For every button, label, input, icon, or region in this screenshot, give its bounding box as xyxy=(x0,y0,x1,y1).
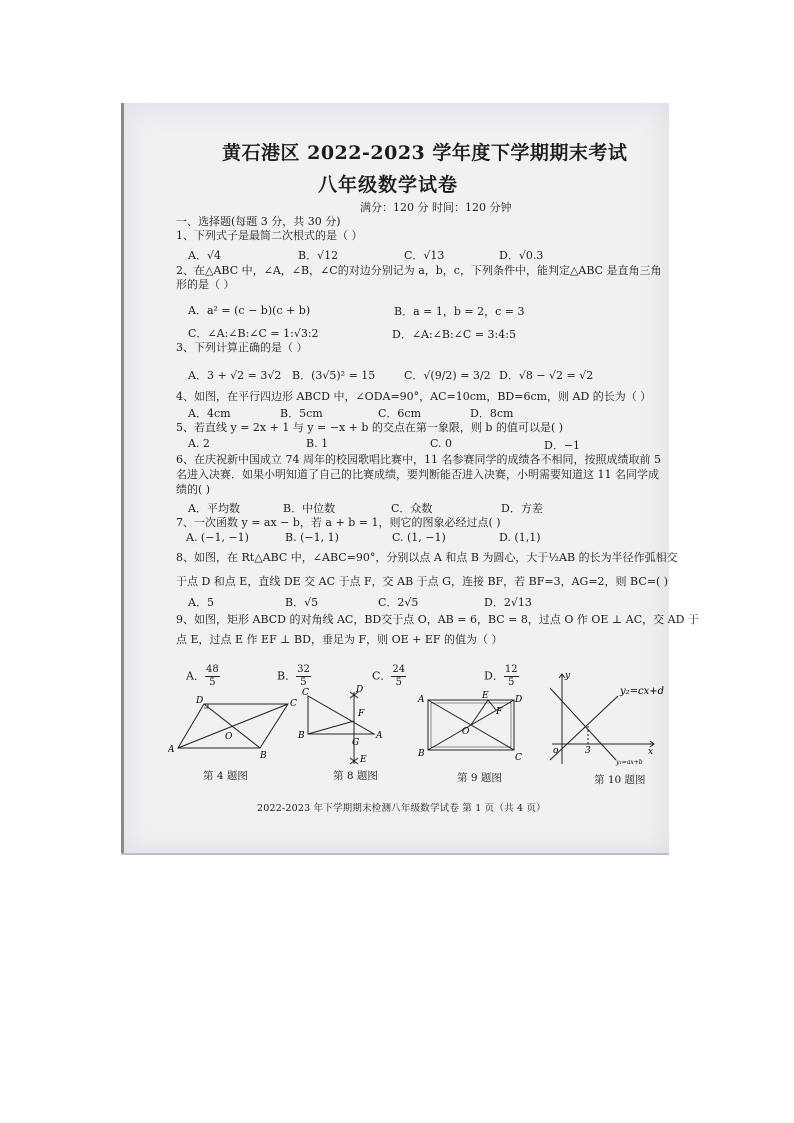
question-6-stem-line2: 名进入决赛．如果小明知道了自己的比赛成绩，要判断能否进入决赛，小明需要知道这 11 名同学成 xyxy=(176,468,659,481)
question-2-stem-line2: 形的是（ ） xyxy=(176,278,235,291)
question-9-stem-line1: 9、如图，矩形 ABCD 的对角线 AC，BD交于点 O，AB = 6，BC = 8，过点 O 作 OE ⊥ AC，交 AD 于 xyxy=(176,613,699,626)
q3-option-c: C．√(9/2) = 3/2 xyxy=(404,369,491,382)
q3-option-d: D．√8 − √2 = √2 xyxy=(499,369,594,382)
question-8-stem-line2: 于点 D 和点 E，直线 DE 交 AC 于点 F，交 AB 于点 G，连接 BF，若 BF=3，AG=2，则 BC=( ) xyxy=(176,575,669,588)
fig9-label-o: O xyxy=(462,727,470,737)
fig10-label-line1: y₁=ax+b xyxy=(616,759,643,766)
q2-option-c: C．∠A:∠B:∠C = 1:√3:2 xyxy=(188,327,319,340)
fig8-label-b: B xyxy=(298,731,305,741)
fig4-label-a: A xyxy=(168,745,175,755)
q7-option-a: A. (−1, −1) xyxy=(186,531,249,544)
question-6-stem-line3: 绩的( ) xyxy=(176,483,211,496)
fig9-label-f: F xyxy=(496,707,503,717)
q6-option-d: D．方差 xyxy=(501,502,543,515)
fig9-label-b: B xyxy=(418,749,425,759)
fig8-label-f: F xyxy=(358,709,365,719)
q1-option-a: A．√4 xyxy=(188,249,221,262)
fig4-label-o: O xyxy=(225,732,233,742)
q1-option-d: D．√0.3 xyxy=(499,249,544,262)
question-9-stem-line2: 点 E，过点 E 作 EF ⊥ BD，垂足为 F，则 OE + EF 的值为（ ） xyxy=(176,633,503,646)
q9-option-b: B． $\frac{32}{5}$ xyxy=(277,664,310,688)
fig10-label-three: 3 xyxy=(585,746,591,756)
figure-10-caption: 第 10 题图 xyxy=(594,774,646,786)
q2-option-b: B．a = 1，b = 2，c = 3 xyxy=(394,305,525,318)
q1-option-c: C．√13 xyxy=(404,249,445,262)
figure-8-caption: 第 8 题图 xyxy=(333,770,378,782)
figure-10-graph xyxy=(542,670,672,766)
q9-option-c: C． $\frac{24}{5}$ xyxy=(372,664,406,688)
fig9-segment-oe xyxy=(471,700,488,725)
q1-option-b: B．√12 xyxy=(298,249,339,262)
fig8-label-a: A xyxy=(376,731,383,741)
exam-subtitle: 八年级数学试卷 xyxy=(318,174,459,196)
figure-9-caption: 第 9 题图 xyxy=(457,772,502,784)
section-heading: 一、选择题(每题 3 分，共 30 分) xyxy=(176,215,341,228)
page-footer: 2022-2023 年下学期期末检测八年级数学试卷 第 1 页（共 4 页） xyxy=(257,803,546,814)
q7-option-c: C. (1, −1) xyxy=(392,531,446,544)
q4-option-b: B．5cm xyxy=(280,407,323,420)
fig10-label-origin: o xyxy=(553,746,559,756)
fig10-label-x: x xyxy=(648,747,654,757)
q7-option-b: B. (−1, 1) xyxy=(285,531,339,544)
fig8-label-d: D xyxy=(356,685,364,695)
fig9-label-d: D xyxy=(515,695,522,705)
q5-option-d: D．−1 xyxy=(544,439,581,452)
q6-option-a: A．平均数 xyxy=(188,502,240,515)
q4-option-d: D．8cm xyxy=(470,407,514,420)
q5-option-b: B. 1 xyxy=(306,437,329,450)
exam-title: 黄石港区 2022-2023 学年度下学期期末考试 xyxy=(222,142,628,164)
fig10-label-line2: y₂=cx+d xyxy=(620,686,665,697)
fig4-label-c: C xyxy=(290,699,297,709)
q4-option-c: C．6cm xyxy=(378,407,422,420)
question-8-stem-line1: 8、如图，在 Rt△ABC 中，∠ABC=90°，分别以点 A 和点 B 为圆心，大于½AB 的长为半径作弧相交 xyxy=(176,551,678,564)
question-5-stem: 5、若直线 y = 2x + 1 与 y = −x + b 的交点在第一象限，则 b 的值可以是( ) xyxy=(176,421,564,434)
q8-option-a: A．5 xyxy=(188,596,214,609)
figure-9-rectangle xyxy=(416,688,522,764)
q8-option-c: C．2√5 xyxy=(378,596,419,609)
q9-option-a: A． $\frac{48}{5}$ xyxy=(186,664,219,688)
q2-option-d: D．∠A:∠B:∠C = 3:4:5 xyxy=(392,328,516,341)
q9-option-d: D． $\frac{12}{5}$ xyxy=(484,664,518,688)
question-3-stem: 3、下列计算正确的是（ ） xyxy=(176,341,308,354)
q3-option-a: A．3 + √2 = 3√2 xyxy=(188,369,282,382)
question-1-stem: 1、下列式子是最简二次根式的是（ ） xyxy=(176,229,363,242)
figure-4-parallelogram xyxy=(168,692,298,758)
figure-4-caption: 第 4 题图 xyxy=(203,770,248,782)
q7-option-d: D. (1,1) xyxy=(499,531,541,544)
fig10-line-y1 xyxy=(550,688,616,760)
q8-option-b: B．√5 xyxy=(285,596,319,609)
q5-option-c: C. 0 xyxy=(430,437,453,450)
fig4-diagonal-ac xyxy=(178,704,288,748)
scan-edge xyxy=(121,103,124,855)
fig9-segment-ef xyxy=(488,700,496,710)
question-6-stem-line1: 6、在庆祝新中国成立 74 周年的校园歌唱比赛中，11 名参赛同学的成绩各不相同，按照成绩取前 5 xyxy=(176,453,661,466)
fig8-label-c: C xyxy=(302,688,309,698)
fig8-label-g: G xyxy=(352,738,360,748)
q2-option-a: A．a² = (c − b)(c + b) xyxy=(188,304,311,317)
fig8-label-e: E xyxy=(360,755,367,765)
fig4-label-b: B xyxy=(260,751,267,758)
q8-option-d: D．2√13 xyxy=(484,596,532,609)
fig9-label-a: A xyxy=(418,695,425,705)
question-7-stem: 7、一次函数 y = ax − b，若 a + b = 1，则它的图象必经过点( ) xyxy=(176,516,501,529)
q6-option-c: C．众数 xyxy=(391,502,433,515)
fig9-label-e: E xyxy=(482,691,489,701)
q3-option-b: B．(3√5)² = 15 xyxy=(292,369,376,382)
question-2-stem-line1: 2、在△ABC 中，∠A，∠B，∠C的对边分别记为 a，b，c，下列条件中，能判定△ABC 是直角三角 xyxy=(176,264,662,277)
q5-option-a: A. 2 xyxy=(188,437,210,450)
fig4-label-d: D xyxy=(196,696,204,706)
exam-meta: 满分：120 分 时间：120 分钟 xyxy=(360,201,512,214)
q4-option-a: A．4cm xyxy=(188,407,231,420)
fig9-label-c: C xyxy=(515,753,522,763)
figure-8-triangle xyxy=(294,684,384,768)
fig10-label-y: y xyxy=(565,671,571,681)
q6-option-b: B．中位数 xyxy=(283,502,336,515)
question-4-stem: 4、如图，在平行四边形 ABCD 中，∠ODA=90°，AC=10cm，BD=6cm，则 AD 的长为（ ） xyxy=(176,390,652,403)
fig8-segment-bf xyxy=(308,721,354,734)
scan-edge-bottom xyxy=(121,853,669,855)
